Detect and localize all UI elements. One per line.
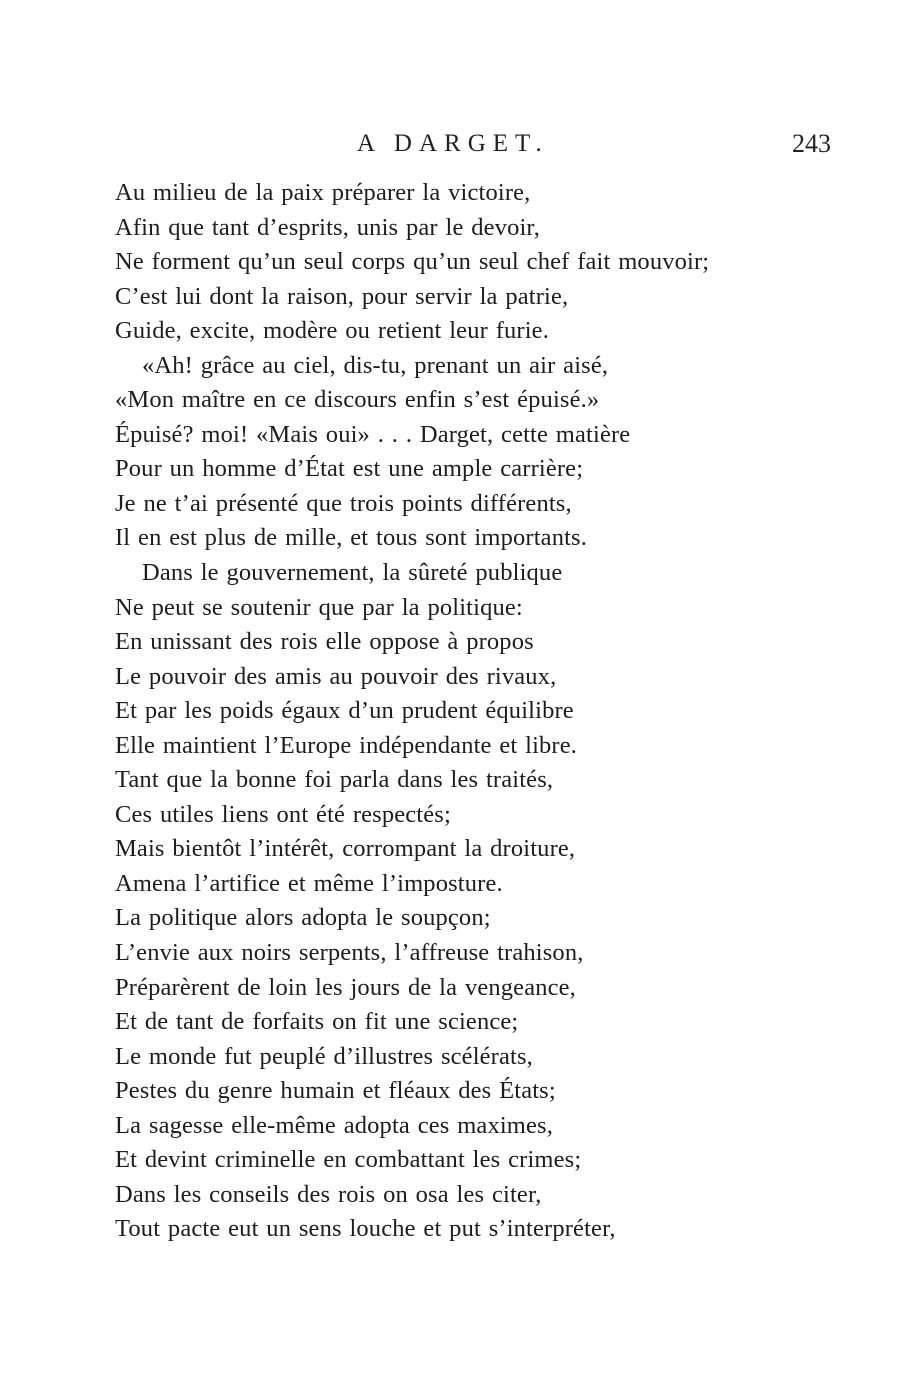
verse-line: Et devint criminelle en combattant les crimes;: [115, 1146, 582, 1174]
verse-line: Elle maintient l’Europe indépendante et libre.: [115, 731, 578, 759]
verse-line: «Ah! grâce au ciel, dis-tu, prenant un air aisé,: [142, 351, 609, 379]
verse-line: Dans le gouvernement, la sûreté publique: [142, 559, 563, 587]
verse-line: Afin que tant d’esprits, unis par le devoir,: [115, 213, 541, 241]
verse-line: Mais bientôt l’intérêt, corrompant la droiture,: [115, 835, 576, 863]
verse-line: Guide, excite, modère ou retient leur furie.: [115, 317, 549, 345]
verse-line: Amena l’artifice et même l’imposture.: [115, 869, 503, 897]
verse-line: Le monde fut peuplé d’illustres scélérats,: [115, 1042, 533, 1070]
verse-line: Épuisé? moi! «Mais oui» . . . Darget, cette matière: [115, 420, 631, 448]
verse-line: L’envie aux noirs serpents, l’affreuse trahison,: [115, 939, 584, 967]
verse-line: Pestes du genre humain et fléaux des États;: [115, 1077, 556, 1105]
running-title: A DARGET.: [357, 130, 549, 157]
verse-line: La politique alors adopta le soupçon;: [115, 904, 491, 932]
verse-line: Ne peut se soutenir que par la politique:: [115, 593, 523, 621]
verse-line: «Mon maître en ce discours enfin s’est épuisé.»: [115, 386, 600, 414]
verse-line: Dans les conseils des rois on osa les citer,: [115, 1180, 542, 1208]
verse-line: Ne forment qu’un seul corps qu’un seul chef fait mouvoir;: [115, 248, 710, 276]
verse-line: Je ne t’ai présenté que trois points différents,: [115, 489, 572, 517]
verse-line: En unissant des rois elle oppose à propos: [115, 628, 534, 656]
verse-line: C’est lui dont la raison, pour servir la patrie,: [115, 282, 569, 310]
verse-line: Il en est plus de mille, et tous sont importants.: [115, 524, 588, 552]
verse-line: Et par les poids égaux d’un prudent équilibre: [115, 697, 574, 725]
poem-text: [115, 176, 835, 1247]
page-number: 243: [792, 129, 831, 158]
verse-line: La sagesse elle-même adopta ces maximes,: [115, 1111, 553, 1139]
verse-line: Le pouvoir des amis au pouvoir des rivaux,: [115, 662, 557, 690]
verse-line: Ces utiles liens ont été respectés;: [115, 800, 451, 828]
verse-line: Préparèrent de loin les jours de la vengeance,: [115, 973, 576, 1001]
verse-line: Au milieu de la paix préparer la victoire,: [115, 179, 531, 206]
verse-line: Tout pacte eut un sens louche et put s’interpréter,: [115, 1215, 616, 1243]
verse-line: Tant que la bonne foi parla dans les traités,: [115, 766, 554, 794]
verse-line: Pour un homme d’État est une ample carrière;: [115, 455, 584, 483]
verse-line: Et de tant de forfaits on fit une science;: [115, 1008, 519, 1036]
